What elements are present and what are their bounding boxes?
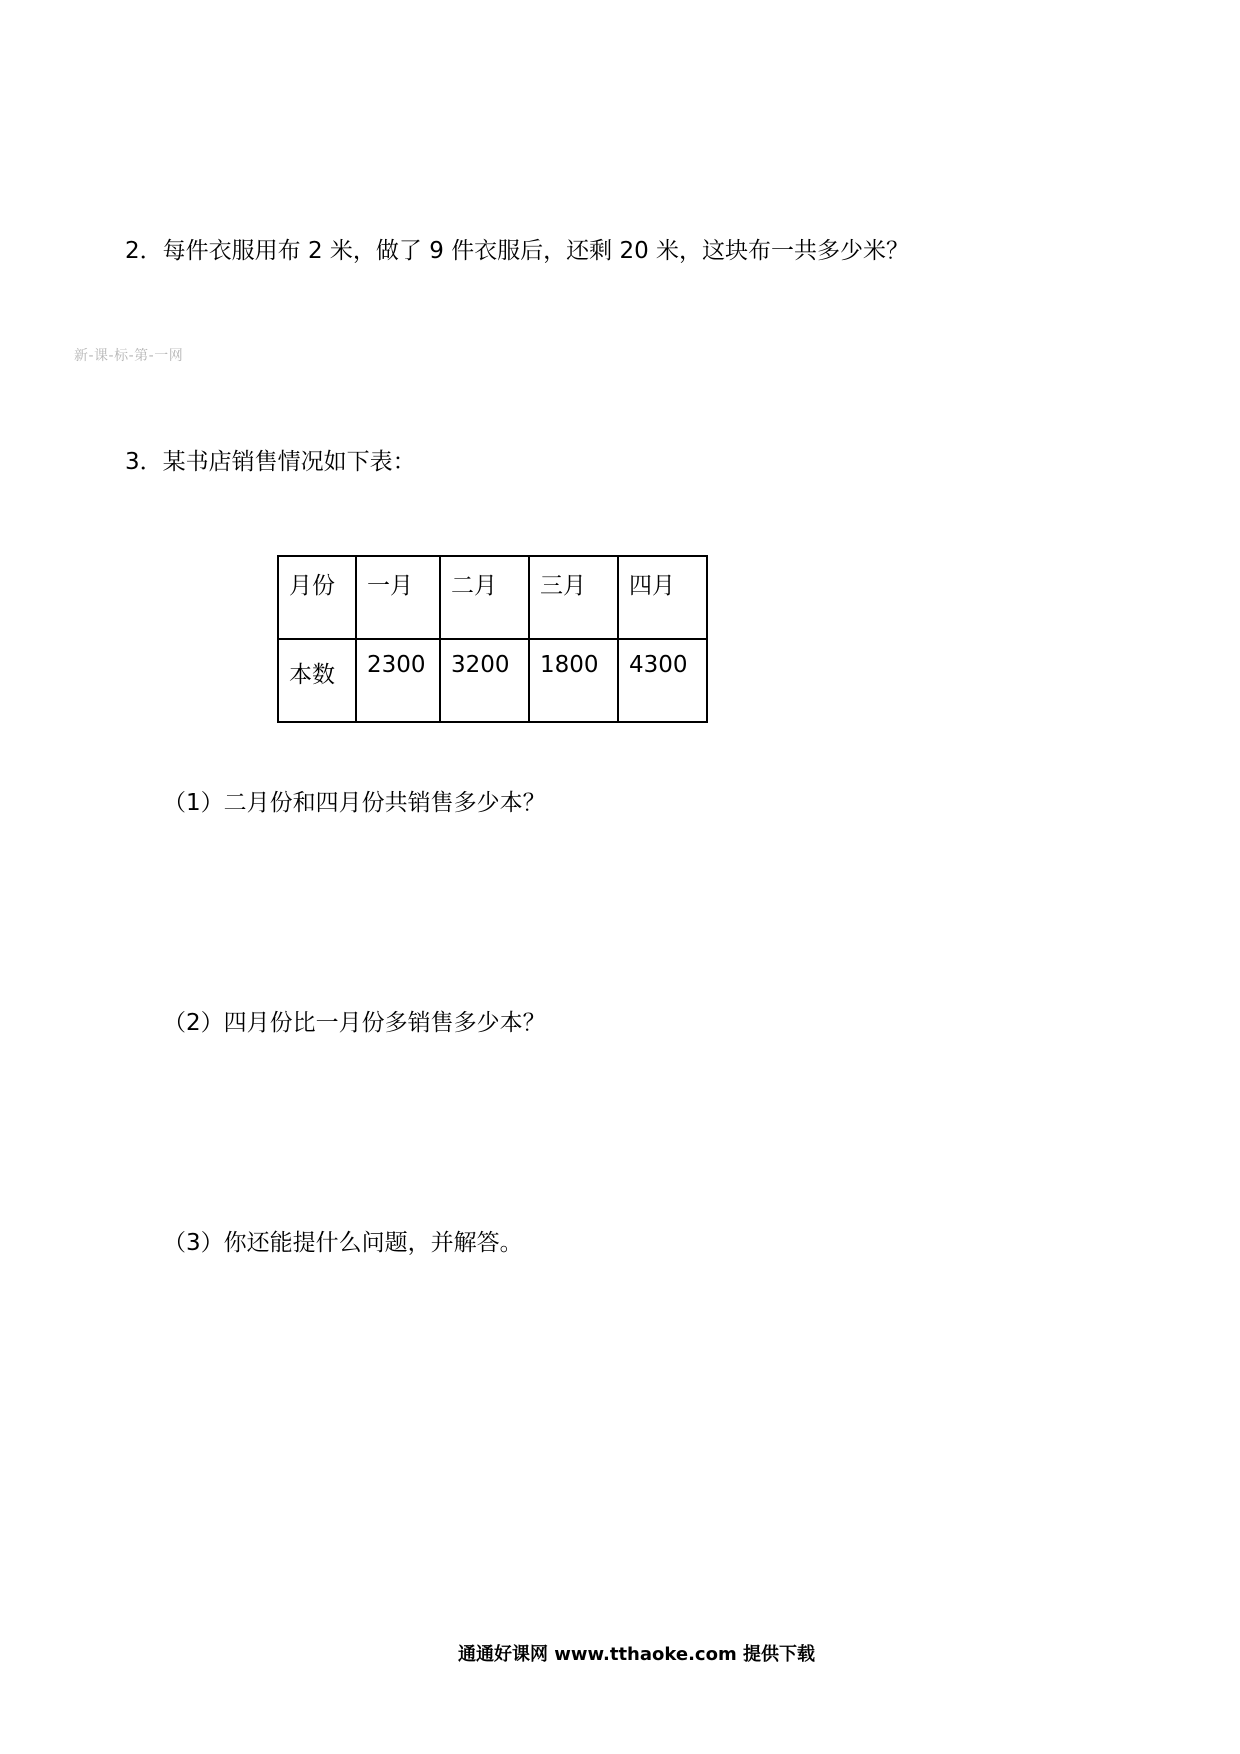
table-cell-month-3: 三月	[529, 556, 618, 639]
sub-question-1: （1）二月份和四月份共销售多少本？	[163, 790, 546, 816]
table-cell-count-4: 4300	[618, 639, 707, 722]
footer-text: 通通好课网 www.tthaoke.com 提供下载	[458, 1644, 815, 1665]
table-header-month-label: 月份	[278, 556, 356, 639]
table-cell-month-4: 四月	[618, 556, 707, 639]
table-row-months	[278, 556, 707, 639]
watermark-text: 新-课-标-第-一网	[74, 348, 184, 364]
table-header-count-label: 本数	[278, 639, 356, 722]
question-3-text: 3．某书店销售情况如下表：	[125, 449, 416, 475]
sub-question-3: （3）你还能提什么问题，并解答。	[163, 1230, 523, 1256]
table-cell-count-1: 2300	[356, 639, 440, 722]
table-row-counts	[278, 639, 707, 722]
sub-question-2: （2）四月份比一月份多销售多少本？	[163, 1010, 546, 1036]
table-cell-month-2: 二月	[440, 556, 529, 639]
table-cell-count-2: 3200	[440, 639, 529, 722]
sales-table	[277, 555, 708, 723]
table-cell-count-3: 1800	[529, 639, 618, 722]
table-cell-month-1: 一月	[356, 556, 440, 639]
question-2-text: 2．每件衣服用布 2 米，做了 9 件衣服后，还剩 20 米，这块布一共多少米？	[125, 238, 910, 264]
